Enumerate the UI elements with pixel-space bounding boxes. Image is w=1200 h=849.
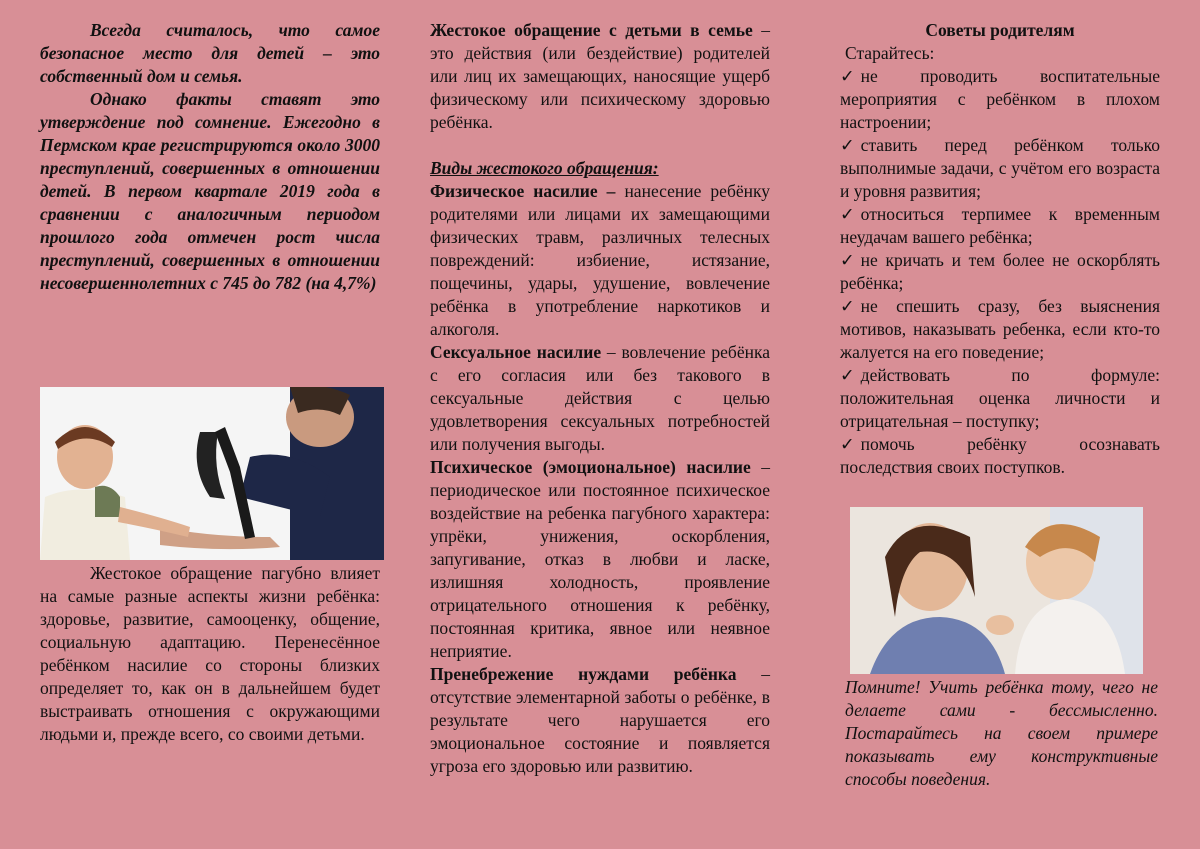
intro-paragraph-2: Однако факты ставят это утверждение под сомнение. Ежегодно в Пермском крае регистрируются около 3000 преступлений, совершенных в отношении детей. В первом квартале 2019 года в сравнении с аналогичным периодом прошлого года отмечен рост числа преступлений, совершенных в отношении несовершеннолетних с 745 до 782 (на 4,7%)	[40, 89, 380, 293]
checkmark-icon: ✓	[840, 250, 855, 270]
column-middle	[430, 0, 770, 778]
effects-paragraph: Жестокое обращение пагубно влияет на самые разные аспекты жизни ребёнка: здоровье, развитие, самооценку, общение, социальную адаптацию. Перенесённое ребёнком насилие со стороны близких определяет то, как он в дальнейшем будет выстраивать отношения с окружающими людьми и, прежде всего, со своими детьми.	[40, 563, 380, 744]
definition-text: – это действия (или бездействие) родителей или лиц их замещающих, наносящие ущерб физическому или психическому здоровью ребёнка.	[430, 20, 770, 132]
photo-illustration-2	[850, 507, 1143, 674]
advice-item-text: помочь ребёнку осознавать последствия своих поступков.	[840, 434, 1160, 477]
photo-mother-and-child	[850, 507, 1143, 674]
advice-item	[840, 249, 1160, 295]
advice-lead: Старайтесь:	[845, 43, 935, 63]
types-heading: Виды жестокого обращения:	[430, 158, 659, 178]
type-sexual	[430, 341, 770, 456]
checkmark-icon: ✓	[840, 365, 855, 385]
advice-heading: Советы родителям	[925, 20, 1075, 40]
advice-item-text: не спешить сразу, без выяснения мотивов, наказывать ребенка, если кто-то жалуется на его поведение;	[840, 296, 1160, 362]
checkmark-icon: ✓	[840, 296, 855, 316]
definition-term: Жестокое обращение с детьми в семье	[430, 20, 753, 40]
checkmark-icon: ✓	[840, 204, 855, 224]
advice-item	[840, 203, 1160, 249]
type-neglect-text: – отсутствие элементарной заботы о ребёнке, в результате чего нарушается его эмоциональное состояние и появляется угроза его здоровью или развитию.	[430, 664, 771, 776]
advice-item-text: не проводить воспитательные мероприятия с ребёнком в плохом настроении;	[840, 66, 1160, 132]
effects-block	[40, 562, 380, 746]
remember-block	[845, 676, 1158, 791]
advice-item	[840, 295, 1160, 364]
advice-list	[840, 65, 1160, 479]
type-psychological-term: Психическое (эмоциональное) насилие	[430, 457, 751, 477]
type-psychological-text: – периодическое или постоянное психическое воздействие на ребенка пагубного характера: упрёки, унижения, оскорбления, запугивание, отказ в любви и ласке, излишняя холодность, проявление отрицательного отношения к ребёнку, постоянная критика, явное или неявное неприятие.	[430, 457, 770, 661]
type-sexual-text: – вовлечение ребёнка с его согласия или без такового в сексуальные действия с целью удовлетворения сексуальных потребностей или получения выгоды.	[430, 342, 770, 454]
photo-father-with-belt	[40, 387, 384, 560]
type-neglect	[430, 663, 770, 778]
advice-item	[840, 433, 1160, 479]
type-neglect-term: Пренебрежение нуждами ребёнка	[430, 664, 737, 684]
advice-item-text: относиться терпимее к временным неудачам вашего ребёнка;	[840, 204, 1160, 247]
photo-illustration-1	[40, 387, 384, 560]
definition-block	[430, 19, 770, 134]
column-right	[840, 0, 1160, 789]
advice-item	[840, 364, 1160, 433]
checkmark-icon: ✓	[840, 66, 855, 86]
types-heading-paragraph	[430, 157, 770, 180]
checkmark-icon: ✓	[840, 135, 855, 155]
advice-item-text: действовать по формуле: положительная оценка личности и отрицательная – поступку;	[840, 365, 1160, 431]
type-physical-text: нанесение ребёнку родителями или лицами их замещающими физических травм, различных телесных повреждений: избиение, истязание, пощечины, удары, удушение, вовлечение ребёнка в употребление наркотиков и алкоголя.	[430, 181, 770, 339]
column-left	[40, 0, 380, 744]
intro-block	[40, 19, 380, 295]
intro-paragraph-1: Всегда считалось, что самое безопасное место для детей – это собственный дом и семья.	[40, 20, 380, 86]
definition-paragraph	[430, 19, 770, 134]
type-psychological	[430, 456, 770, 663]
advice-item-text: ставить перед ребёнком только выполнимые задачи, с учётом его возраста и уровня развития;	[840, 135, 1160, 201]
type-sexual-term: Сексуальное насилие	[430, 342, 602, 362]
advice-item-text: не кричать и тем более не оскорблять ребёнка;	[840, 250, 1160, 293]
type-physical-term: Физическое насилие –	[430, 181, 616, 201]
checkmark-icon: ✓	[840, 434, 855, 454]
advice-item	[840, 65, 1160, 134]
remember-paragraph: Помните! Учить ребёнка тому, чего не делаете сами - бессмысленно. Постарайтесь на своем примере показывать ему конструктивные способы поведения.	[845, 677, 1158, 789]
type-physical	[430, 180, 770, 341]
advice-item	[840, 134, 1160, 203]
